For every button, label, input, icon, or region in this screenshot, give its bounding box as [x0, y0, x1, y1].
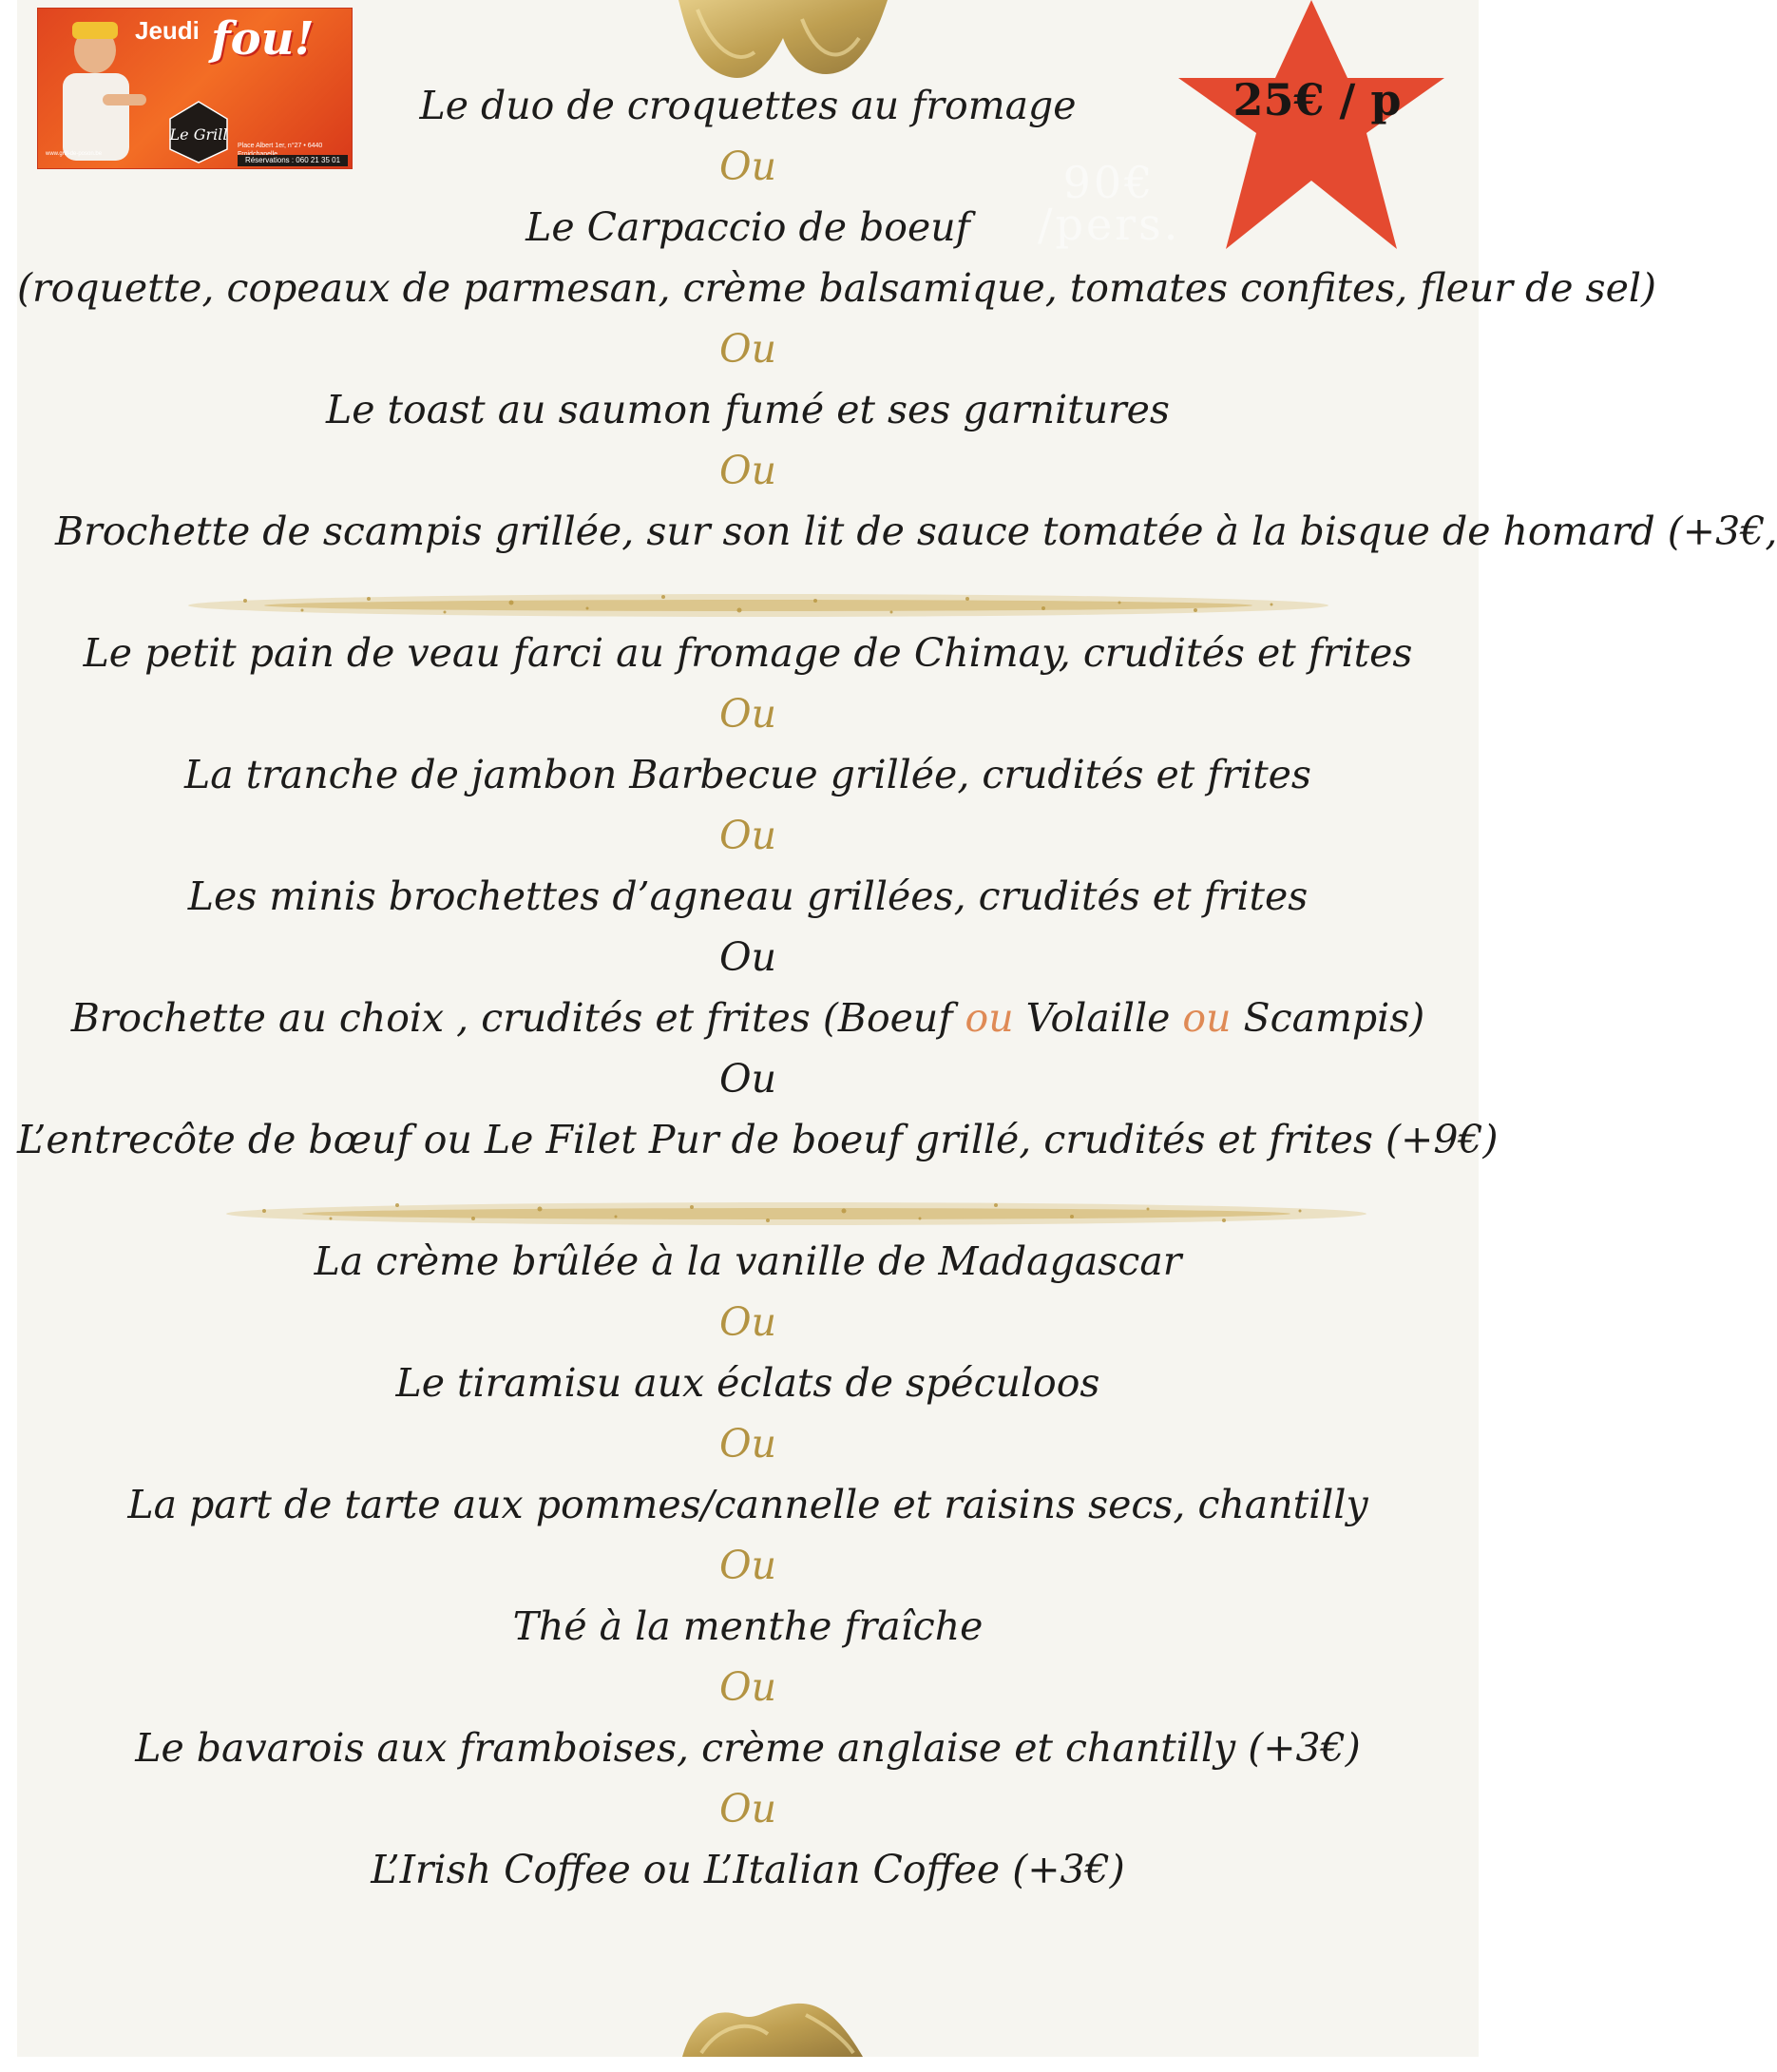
ou-separator: Ou [718, 1421, 777, 1467]
flyer-jeudi-text: Jeudi [135, 16, 200, 45]
starter-item-croquettes: Le duo de croquettes au fromage [419, 83, 1077, 128]
faded-price-amount: 90€ [1062, 157, 1156, 208]
ou-separator: Ou [718, 1664, 777, 1710]
ou-separator: Ou [718, 691, 777, 737]
dessert-item-tiramisu: Le tiramisu aux éclats de spéculoos [395, 1360, 1100, 1406]
brochette-choice-text-3: Scampis) [1231, 995, 1425, 1041]
inline-ou: ou [1182, 995, 1232, 1041]
brochette-choice-text-2: Volaille [1013, 995, 1183, 1041]
dessert-item-irish-italian-coffee: L’Irish Coffee ou L’Italian Coffee (+3€) [371, 1847, 1125, 1892]
main-item-brochettes-agneau: Les minis brochettes d’agneau grillées, crudités et frites [187, 873, 1309, 919]
ou-separator: Ou [718, 448, 777, 493]
flyer-reservations: Réservations : 060 21 35 01 [238, 155, 348, 166]
starter-item-brochette-scampis: Brochette de scampis grillée, sur son lit de sauce tomatée à la bisque de homard (+3€, [55, 508, 1777, 554]
starter-item-carpaccio: Le Carpaccio de boeuf [525, 204, 970, 250]
dessert-item-creme-brulee: La crème brûlée à la vanille de Madagascar [314, 1238, 1182, 1284]
logo-text: Le Grill [169, 125, 228, 144]
main-item-petit-pain-veau: Le petit pain de veau farci au fromage de Chimay, crudités et frites [83, 630, 1413, 676]
flyer-address: Place Albert 1er, n°27 • 6440 [238, 143, 323, 149]
brochette-choice-text-1: Brochette au choix , crudités et frites (Boeuf [70, 995, 965, 1041]
ou-separator: Ou [718, 1786, 777, 1832]
starter-item-carpaccio-detail: (roquette, copeaux de parmesan, crème balsamique, tomates confites, fleur de sel) [17, 265, 1656, 311]
flyer-website: www.grill-de-poson.be [46, 151, 103, 157]
ou-separator: Ou [718, 934, 777, 980]
ou-separator: Ou [718, 1056, 777, 1102]
ou-separator: Ou [718, 326, 777, 372]
dessert-item-tarte-pommes: La part de tarte aux pommes/cannelle et raisins secs, chantilly [127, 1482, 1368, 1527]
gold-brush-bottom-decoration [663, 1996, 910, 2057]
ou-separator: Ou [718, 1543, 777, 1588]
dessert-item-the-menthe: Thé à la menthe fraîche [512, 1603, 984, 1649]
starter-item-toast-saumon: Le toast au saumon fumé et ses garnitures [326, 387, 1170, 432]
inline-ou: ou [965, 995, 1014, 1041]
flyer-fou-script-text: fou! [211, 12, 315, 66]
menu-page [17, 0, 1777, 2057]
main-item-jambon-barbecue: La tranche de jambon Barbecue grillée, crudités et frites [184, 752, 1311, 797]
ou-separator: Ou [718, 1299, 777, 1345]
main-item-brochette-au-choix [17, 988, 1479, 1048]
ou-separator: Ou [718, 813, 777, 858]
faded-price-unit: /pers. [1038, 199, 1181, 250]
ou-separator: Ou [718, 144, 777, 189]
dessert-item-bavarois: Le bavarois aux framboises, crème anglaise et chantilly (+3€) [135, 1725, 1361, 1771]
price-per-person: 25€ / p [1232, 74, 1402, 125]
main-item-entrecote-filet-pur: L’entrecôte de bœuf ou Le Filet Pur de boeuf grillé, crudités et frites (+9€) [17, 1117, 1499, 1162]
